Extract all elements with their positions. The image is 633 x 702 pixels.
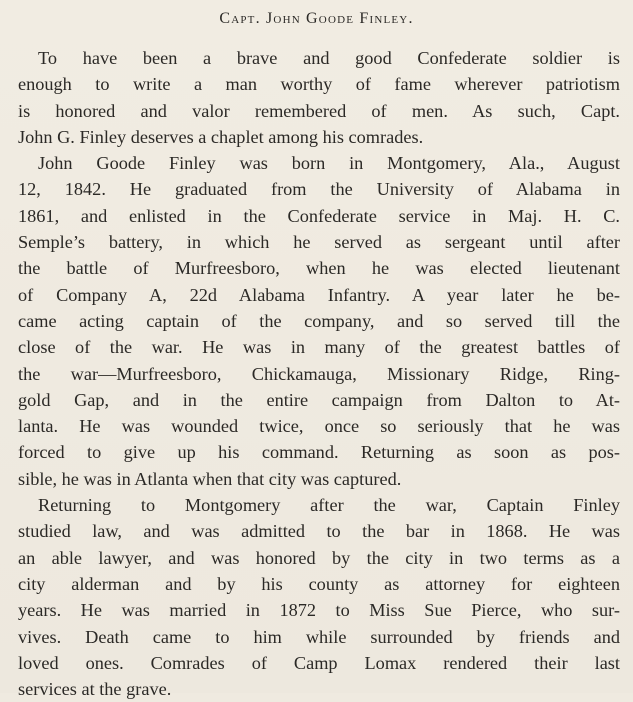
text-line: forced to give up his command. Returning as soon as pos- (18, 442, 620, 463)
text-line: To have been a brave and good Confederate soldier is (38, 48, 620, 68)
text-line: gold Gap, and in the entire campaign from Dalton to At- (18, 389, 620, 410)
text-line: loved ones. Comrades of Camp Lomax rendered their last (18, 652, 620, 673)
paragraph (18, 45, 620, 150)
text-line: of Company A, 22d Alabama Infantry. A year later he be- (18, 284, 620, 305)
text-line: John Goode Finley was born in Montgomery, Ala., August (38, 153, 620, 174)
text-line: city alderman and by his county as attorney for eighteen (18, 573, 620, 594)
text-line: vives. Death came to him while surrounded by friends and (18, 626, 620, 647)
article-body (18, 45, 620, 702)
text-line: is honored and valor remembered of men. As such, Capt. (18, 100, 620, 121)
text-line: the battle of Murfreesboro, when he was elected lieutenant (18, 258, 620, 279)
text-line: services at the grave. (18, 679, 172, 700)
text-line: the war—Murfreesboro, Chickamauga, Missionary Ridge, Ring- (18, 363, 620, 384)
text-line: 1861, and enlisted in the Confederate service in Maj. H. C. (18, 205, 620, 226)
text-line: close of the war. He was in many of the greatest battles of (18, 337, 620, 358)
paragraph (18, 150, 620, 492)
text-line: Returning to Montgomery after the war, Captain Finley (38, 495, 620, 516)
text-line: Semple’s battery, in which he served as sergeant until after (18, 232, 620, 253)
text-line: years. He was married in 1872 to Miss Sue Pierce, who sur- (18, 600, 620, 621)
text-line: 12, 1842. He graduated from the University of Alabama in (18, 179, 620, 200)
paragraph (18, 492, 620, 702)
text-line: enough to write a man worthy of fame wherever patriotism (18, 74, 620, 95)
text-line: an able lawyer, and was honored by the city in two terms as a (18, 547, 620, 568)
article-title: Capt. John Goode Finley. (219, 10, 414, 27)
text-line: John G. Finley deserves a chaplet among his comrades. (18, 126, 424, 147)
text-line: sible, he was in Atlanta when that city was captured. (18, 468, 402, 489)
text-line: lanta. He was wounded twice, once so seriously that he was (18, 416, 620, 437)
text-line: came acting captain of the company, and so served till the (18, 310, 620, 331)
text-line: studied law, and was admitted to the bar in 1868. He was (18, 521, 620, 542)
